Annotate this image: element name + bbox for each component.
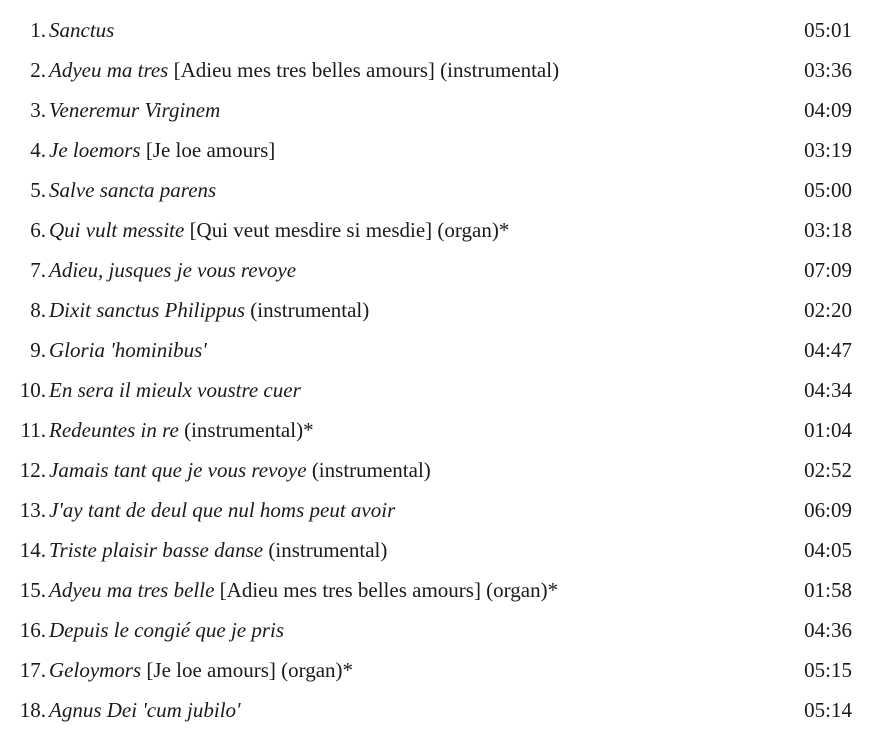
track-title	[49, 410, 314, 450]
track-title	[49, 330, 207, 370]
track-number: 12.	[19, 458, 46, 482]
track-row-12	[0, 450, 874, 490]
track-title	[49, 90, 220, 130]
track-title-italic: Adyeu ma tres belle	[49, 578, 215, 602]
track-title-italic: Redeuntes in re	[49, 418, 179, 442]
track-row-14	[0, 530, 874, 570]
track-number: 3.	[30, 98, 46, 122]
track-duration: 03:18	[804, 218, 852, 242]
track-title-italic: Je loemors	[49, 138, 141, 162]
track-number: 4.	[30, 138, 46, 162]
track-title	[49, 690, 241, 730]
track-duration: 05:14	[804, 698, 852, 722]
track-duration: 01:58	[804, 578, 852, 602]
track-title	[49, 490, 395, 530]
track-row-11	[0, 410, 874, 450]
track-row-6	[0, 210, 874, 250]
track-title-italic: Qui vult messite	[49, 218, 185, 242]
track-title-italic: Triste plaisir basse danse	[49, 538, 264, 562]
track-title	[49, 210, 509, 250]
track-title	[49, 50, 559, 90]
track-row-3	[0, 90, 874, 130]
track-title-italic: Depuis le congié que je pris	[49, 618, 285, 642]
track-title	[49, 530, 387, 570]
track-duration: 05:00	[804, 178, 852, 202]
track-duration: 03:19	[804, 138, 852, 162]
track-title	[49, 170, 216, 210]
track-row-16	[0, 610, 874, 650]
track-row-10	[0, 370, 874, 410]
track-title-italic: Agnus Dei 'cum jubilo'	[49, 698, 241, 722]
track-title-italic: Sanctus	[49, 18, 115, 42]
track-duration: 01:04	[804, 418, 852, 442]
track-duration: 02:20	[804, 298, 852, 322]
track-title	[49, 250, 296, 290]
track-number: 7.	[30, 258, 46, 282]
track-title-italic: Veneremur Virginem	[49, 98, 221, 122]
track-title	[49, 650, 353, 690]
track-row-2	[0, 50, 874, 90]
track-row-13	[0, 490, 874, 530]
track-duration: 04:36	[804, 618, 852, 642]
track-number: 9.	[30, 338, 46, 362]
track-number: 17.	[19, 658, 46, 682]
track-duration: 06:09	[804, 498, 852, 522]
track-row-5	[0, 170, 874, 210]
track-title-rest: [Je loe amours] (organ)*	[141, 658, 354, 682]
track-title-rest: [Qui veut mesdire si mesdie] (organ)*	[184, 218, 510, 242]
track-title-italic: Adieu, jusques je vous revoye	[49, 258, 297, 282]
track-title-rest: [Adieu mes tres belles amours] (instrumental)	[168, 58, 560, 82]
track-number: 6.	[30, 218, 46, 242]
track-duration: 02:52	[804, 458, 852, 482]
track-duration: 03:36	[804, 58, 852, 82]
track-row-15	[0, 570, 874, 610]
track-title-italic: Dixit sanctus Philippus	[49, 298, 245, 322]
track-duration: 04:34	[804, 378, 852, 402]
track-title	[49, 130, 275, 170]
track-title-italic: En sera il mieulx voustre cuer	[49, 378, 301, 402]
track-number: 18.	[19, 698, 46, 722]
track-row-1	[0, 10, 874, 50]
track-number: 16.	[19, 618, 46, 642]
track-row-8	[0, 290, 874, 330]
track-title-rest: (instrumental)	[245, 298, 370, 322]
track-title-rest: [Adieu mes tres belles amours] (organ)*	[214, 578, 559, 602]
track-row-18	[0, 690, 874, 730]
track-number: 13.	[19, 498, 46, 522]
track-duration: 05:15	[804, 658, 852, 682]
track-row-7	[0, 250, 874, 290]
track-row-4	[0, 130, 874, 170]
track-title	[49, 10, 114, 50]
track-number: 11.	[20, 418, 46, 442]
track-title-italic: Salve sancta parens	[49, 178, 217, 202]
track-title	[49, 370, 301, 410]
track-title-rest: (instrumental)*	[178, 418, 314, 442]
track-row-9	[0, 330, 874, 370]
track-number: 15.	[19, 578, 46, 602]
track-title	[49, 450, 431, 490]
track-number: 1.	[30, 18, 46, 42]
track-number: 14.	[19, 538, 46, 562]
track-number: 2.	[30, 58, 46, 82]
track-duration: 04:09	[804, 98, 852, 122]
track-title-italic: Adyeu ma tres	[49, 58, 169, 82]
track-title-rest: [Je loe amours]	[140, 138, 276, 162]
track-duration: 04:05	[804, 538, 852, 562]
track-number: 10.	[19, 378, 46, 402]
track-title	[49, 570, 558, 610]
track-duration: 05:01	[804, 18, 852, 42]
track-number: 8.	[30, 298, 46, 322]
track-title	[49, 610, 284, 650]
track-title-italic: Gloria 'hominibus'	[49, 338, 207, 362]
track-title	[49, 290, 369, 330]
track-title-italic: Geloymors	[49, 658, 142, 682]
track-duration: 04:47	[804, 338, 852, 362]
track-duration: 07:09	[804, 258, 852, 282]
track-title-italic: J'ay tant de deul que nul homs peut avoir	[49, 498, 396, 522]
track-row-17	[0, 650, 874, 690]
track-number: 5.	[30, 178, 46, 202]
track-title-rest: (instrumental)	[263, 538, 388, 562]
track-title-italic: Jamais tant que je vous revoye	[49, 458, 307, 482]
track-title-rest: (instrumental)	[306, 458, 431, 482]
